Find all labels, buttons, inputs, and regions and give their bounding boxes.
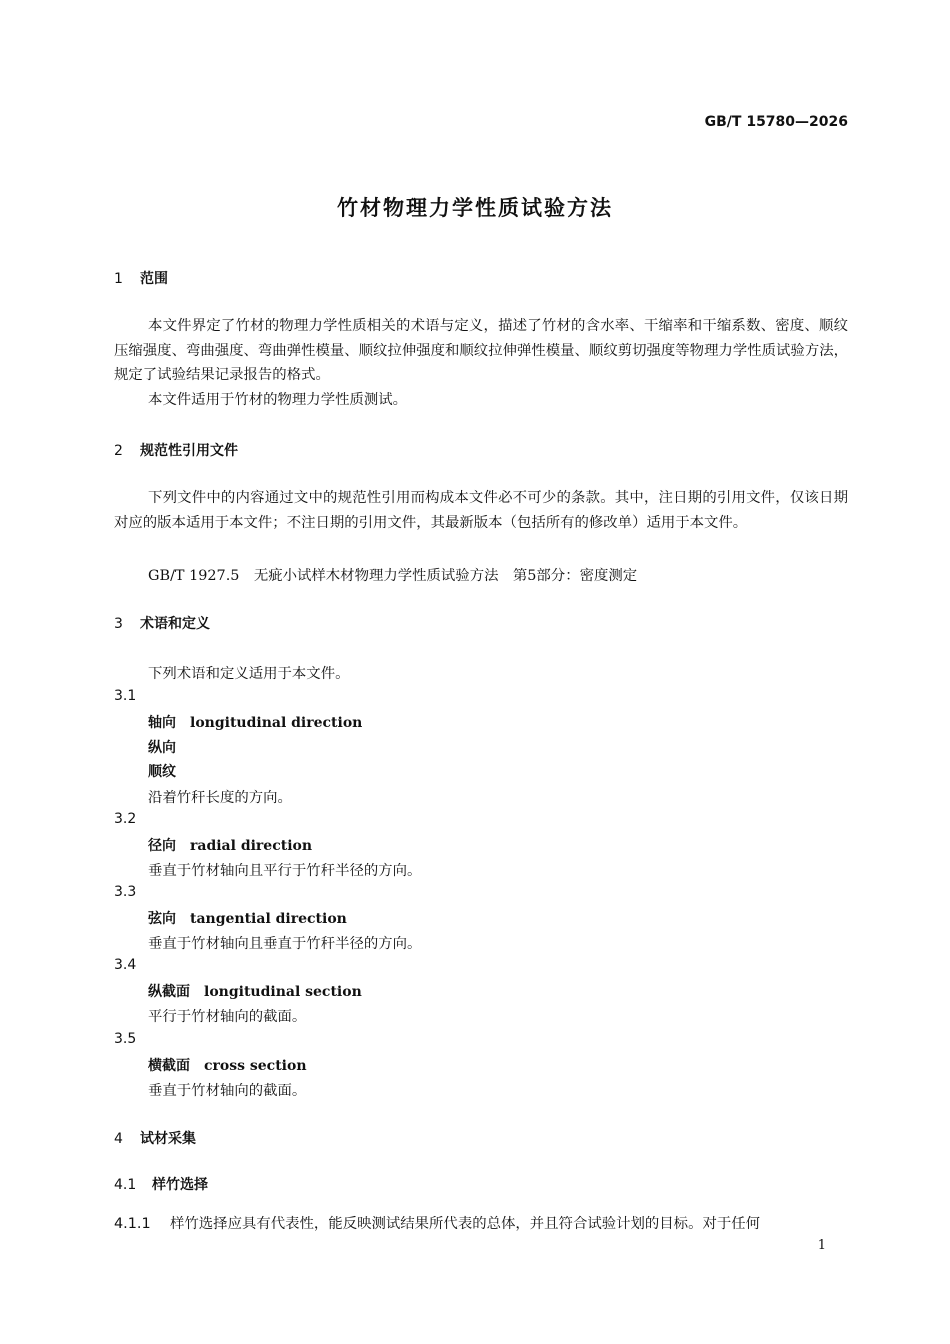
term-number: 3.1 bbox=[114, 688, 137, 704]
term-number: 3.3 bbox=[114, 884, 137, 900]
clause-number: 4.1.1 bbox=[114, 1216, 151, 1232]
term-en: radial direction bbox=[190, 838, 313, 854]
term-en: cross section bbox=[204, 1058, 307, 1074]
term-heading bbox=[148, 908, 347, 928]
term-heading bbox=[148, 981, 362, 1001]
subsection-number: 4.1 bbox=[114, 1177, 137, 1193]
term-zh: 径向 bbox=[148, 838, 176, 854]
term-number: 3.4 bbox=[114, 957, 137, 973]
document-title: 竹材物理力学性质试验方法 bbox=[337, 196, 613, 220]
clause-text: 样竹选择应具有代表性，能反映测试结果所代表的总体，并且符合试验计划的目标。对于任何 bbox=[170, 1216, 761, 1232]
terms-intro: 下列术语和定义适用于本文件。 bbox=[148, 666, 350, 682]
term-synonym: 顺纹 bbox=[148, 764, 176, 780]
term-definition: 垂直于竹材轴向的截面。 bbox=[148, 1083, 307, 1099]
section-title: 规范性引用文件 bbox=[140, 443, 238, 459]
section-1-heading bbox=[114, 268, 168, 288]
section-4-heading bbox=[114, 1128, 196, 1148]
term-synonym: 纵向 bbox=[148, 740, 176, 756]
term-en: tangential direction bbox=[190, 911, 347, 927]
term-definition: 垂直于竹材轴向且垂直于竹秆半径的方向。 bbox=[148, 936, 422, 952]
term-definition: 垂直于竹材轴向且平行于竹秆半径的方向。 bbox=[148, 863, 422, 879]
term-zh: 横截面 bbox=[148, 1058, 190, 1074]
term-heading bbox=[148, 1055, 307, 1075]
term-zh: 轴向 bbox=[148, 715, 176, 731]
section-2-heading bbox=[114, 440, 238, 460]
term-definition: 平行于竹材轴向的截面。 bbox=[148, 1009, 307, 1025]
term-zh: 弦向 bbox=[148, 911, 176, 927]
scope-paragraph: 本文件界定了竹材的物理力学性质相关的术语与定义，描述了竹材的含水率、干缩率和干缩系数、密度、顺纹压缩强度、弯曲强度、弯曲弹性模量、顺纹拉伸强度和顺纹拉伸弹性模量、顺纹剪切强度等物理力学性质试验方法，规定了试验结果记录报告的格式。 bbox=[114, 318, 848, 383]
reference-item: GB/T 1927.5 无疵小试样木材物理力学性质试验方法 第5部分：密度测定 bbox=[148, 568, 638, 584]
term-en: longitudinal section bbox=[204, 984, 362, 1000]
section-number: 2 bbox=[114, 443, 123, 459]
section-number: 1 bbox=[114, 271, 123, 287]
section-title: 范围 bbox=[140, 271, 168, 287]
section-3-heading bbox=[114, 613, 210, 633]
section-title: 试材采集 bbox=[140, 1131, 196, 1147]
section-number: 4 bbox=[114, 1131, 123, 1147]
term-heading bbox=[148, 835, 312, 855]
section-title: 术语和定义 bbox=[140, 616, 210, 632]
subsection-title: 样竹选择 bbox=[152, 1177, 208, 1193]
section-number: 3 bbox=[114, 616, 123, 632]
subsection-4-1-heading bbox=[114, 1174, 208, 1194]
normative-references-paragraph: 下列文件中的内容通过文中的规范性引用而构成本文件必不可少的条款。其中，注日期的引用文件，仅该日期对应的版本适用于本文件；不注日期的引用文件，其最新版本（包括所有的修改单）适用于本文件。 bbox=[114, 490, 848, 531]
term-heading bbox=[148, 712, 362, 732]
term-number: 3.5 bbox=[114, 1031, 137, 1047]
term-en: longitudinal direction bbox=[190, 715, 363, 731]
clause-4-1-1 bbox=[114, 1212, 848, 1233]
scope-applicability: 本文件适用于竹材的物理力学性质测试。 bbox=[148, 392, 408, 408]
term-definition: 沿着竹秆长度的方向。 bbox=[148, 790, 292, 806]
term-number: 3.2 bbox=[114, 811, 137, 827]
term-zh: 纵截面 bbox=[148, 984, 190, 1000]
page-number: 1 bbox=[817, 1238, 826, 1253]
standard-code: GB/T 15780—2026 bbox=[704, 114, 848, 130]
